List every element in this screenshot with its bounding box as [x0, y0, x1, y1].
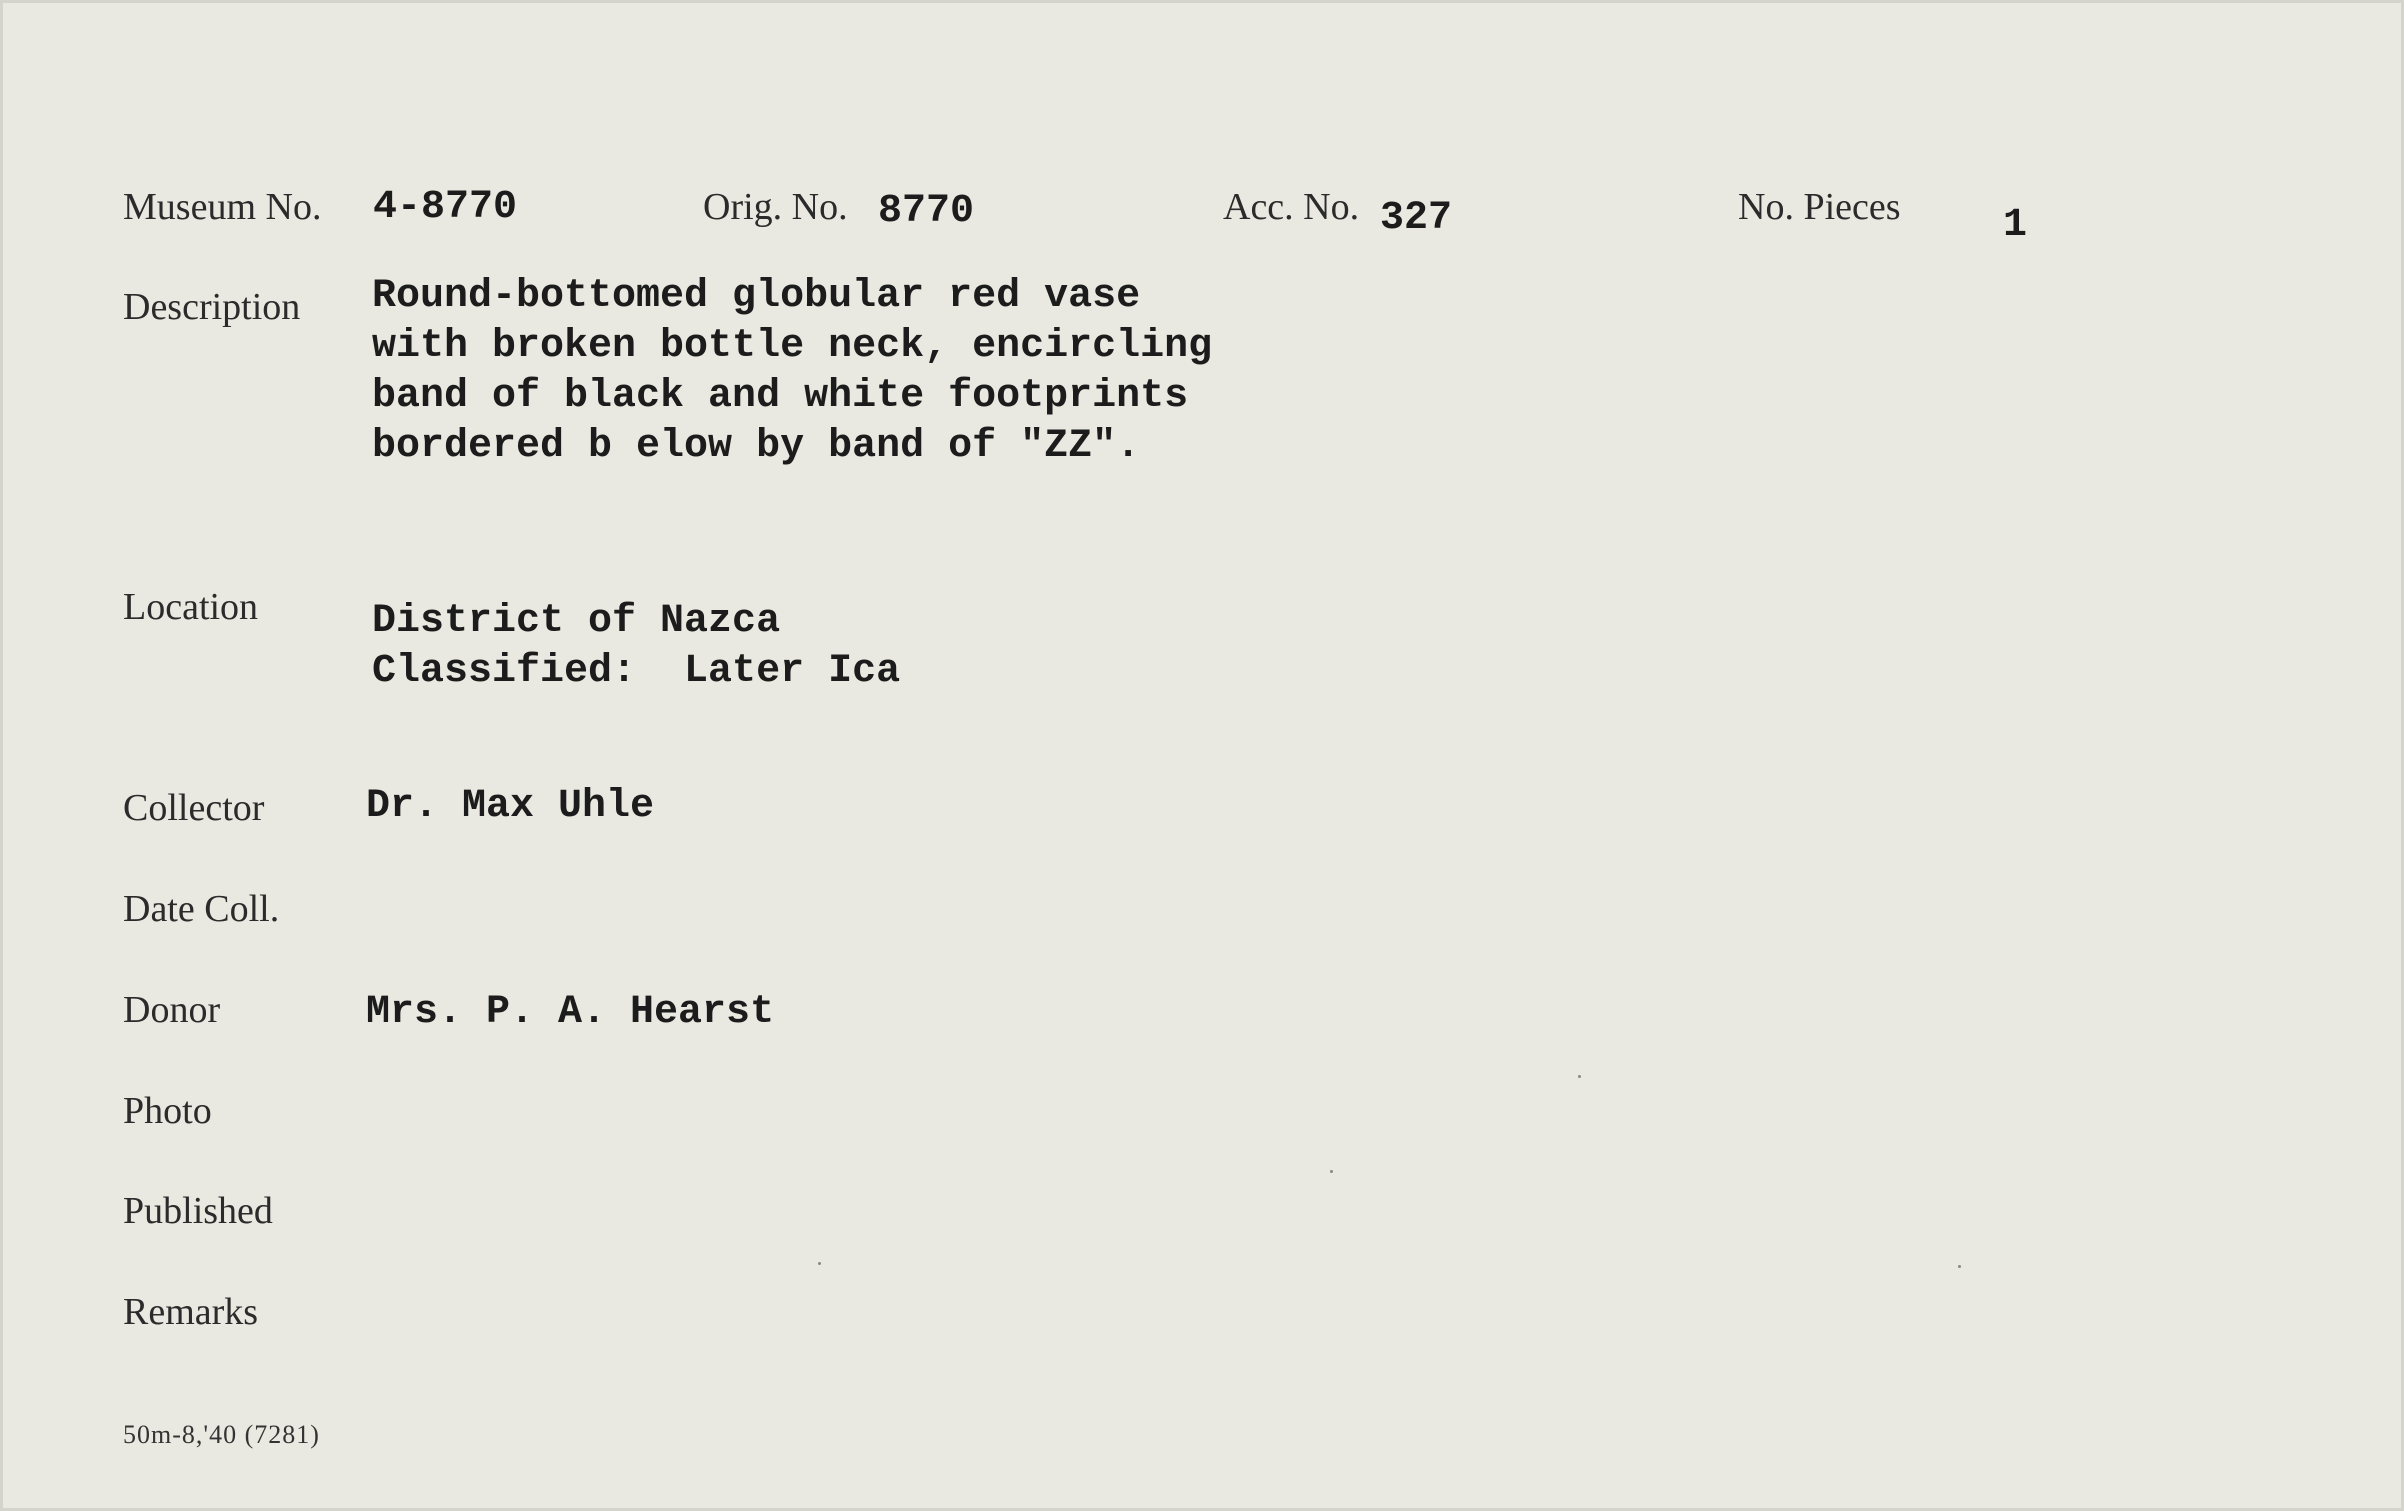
description-value: Round-bottomed globular red vase with broken bottle neck, encircling band of black and white footprints bordered b elow by band of "ZZ".: [372, 274, 1213, 469]
acc-no-label: Acc. No.: [1223, 186, 1360, 228]
donor-value: Mrs. P. A. Hearst: [366, 990, 775, 1035]
description-label: Description: [123, 286, 301, 328]
published-label: Published: [123, 1190, 273, 1232]
location-value: District of Nazca Classified: Later Ica: [372, 599, 901, 694]
paper-speck: [1578, 1075, 1581, 1078]
orig-no-label: Orig. No.: [703, 186, 848, 228]
no-pieces-value: 1: [2003, 203, 2028, 248]
photo-label: Photo: [123, 1090, 212, 1132]
collector-label: Collector: [123, 787, 265, 829]
orig-no-value: 8770: [878, 189, 975, 234]
museum-no-value: 4-8770: [373, 185, 518, 230]
print-code: 50m-8,'40 (7281): [123, 1420, 320, 1449]
acc-no-value: 327: [1380, 196, 1453, 241]
museum-no-label: Museum No.: [123, 186, 322, 228]
remarks-label: Remarks: [123, 1291, 259, 1333]
donor-label: Donor: [123, 989, 221, 1031]
date-coll-label: Date Coll.: [123, 888, 280, 930]
no-pieces-label: No. Pieces: [1738, 186, 1901, 228]
collector-value: Dr. Max Uhle: [366, 784, 655, 829]
paper-speck: [1330, 1170, 1333, 1173]
location-label: Location: [123, 586, 259, 628]
paper-speck: [818, 1262, 821, 1265]
paper-speck: [1958, 1265, 1961, 1268]
